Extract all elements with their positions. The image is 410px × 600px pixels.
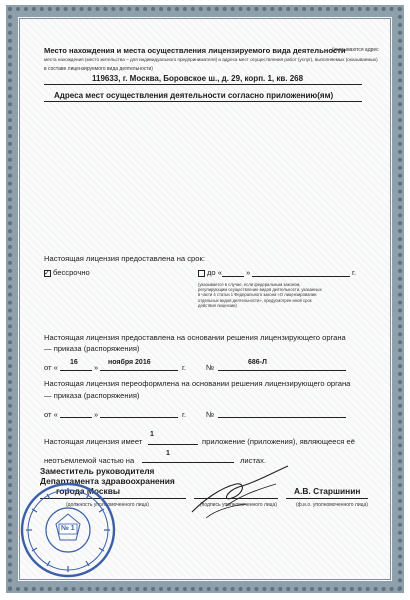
until-year: г.: [352, 268, 356, 277]
reissue-number-label: №: [206, 410, 215, 419]
appendix-integral-label: неотъемлемой частью на: [44, 456, 135, 465]
place-note-2: места нахождения (место жительства – для индивидуального предпринимателя) и адреса мест осуществления работ (услуг), выполняемых (оказываемых): [44, 57, 378, 62]
basis-number-line: [218, 370, 346, 371]
basis-number-label: №: [206, 363, 215, 372]
address-line: [44, 84, 362, 85]
name-line: [286, 498, 368, 499]
basis-label-line1: Настоящая лицензия предоставлена на основании решения лицензирующего органа: [44, 333, 346, 342]
appendix-count-line: [148, 444, 198, 445]
appendix-has-label: Настоящая лицензия имеет: [44, 437, 143, 446]
addresses-appendix: Адреса мест осуществления деятельности согласно приложению(ям): [54, 91, 334, 100]
basis-month-year: ноября 2016: [108, 359, 151, 366]
reissue-number-line: [218, 417, 346, 418]
handwritten-signature: [186, 460, 296, 522]
indefinite-checkbox: [44, 270, 51, 277]
term-indefinite: [44, 268, 90, 277]
reissue-date-line: [100, 417, 178, 418]
basis-date-line: [100, 370, 178, 371]
until-checkbox: [198, 270, 205, 277]
until-day-line: [222, 276, 244, 277]
appendix-sheets: 1: [166, 450, 170, 457]
signature-note: (подпись уполномоченного лица): [200, 502, 277, 508]
stamp-center-text: № 1: [61, 525, 75, 532]
signatory-position-line3: города Москвы: [56, 486, 121, 496]
signatory-name: А.В. Старшинин: [294, 486, 361, 496]
place-note-3: в составе лицензируемого вида деятельности): [44, 66, 153, 72]
check-mark-icon: ✓: [44, 269, 50, 277]
term-note: (указывается в случае, если федеральным законом, регулирующим осуществление видов деятельности, указанных в части 4 статьи 1 Федерального закона «О лицензировании отдельных видов деятельности», предусмотрен иной срок действия лицензии): [198, 282, 322, 308]
place-title: Место нахождения и места осуществления лицензируемого вида деятельности: [44, 46, 346, 55]
basis-from: от «: [44, 363, 58, 372]
signatory-position-line1: Заместитель руководителя: [40, 466, 155, 476]
addresses-line: [44, 101, 362, 102]
appendix-count: 1: [150, 431, 154, 438]
basis-label-line2: — приказа (распоряжения): [44, 344, 140, 353]
basis-year: г.: [182, 363, 186, 372]
reissue-close: »: [94, 410, 99, 419]
indefinite-label: бессрочно: [53, 268, 90, 277]
position-note: (должность уполномоченного лица): [66, 502, 149, 508]
address: 119633, г. Москва, Боровское ш., д. 29, корп. 1, кв. 268: [92, 74, 304, 83]
reissue-year: г.: [182, 410, 186, 419]
term-until: [198, 268, 222, 277]
basis-close: »: [94, 363, 99, 372]
reissue-label-line2: — приказа (распоряжения): [44, 391, 140, 400]
reissue-from: от «: [44, 410, 58, 419]
appendix-sheets-suffix: листах.: [240, 456, 266, 465]
signatory-position-line2: Департамента здравоохранения: [40, 476, 175, 486]
name-note: (ф.и.о. уполномоченного лица): [296, 502, 368, 508]
appendix-suffix: приложение (приложения), являющееся её: [202, 437, 355, 446]
basis-day-line: [60, 370, 92, 371]
official-stamp: [18, 480, 121, 580]
until-label: до «: [207, 268, 222, 277]
until-date-line: [252, 276, 350, 277]
basis-day: 16: [70, 359, 78, 366]
reissue-label-line1: Настоящая лицензия переоформлена на основании решения лицензирующего органа: [44, 379, 351, 388]
basis-number: 686-Л: [248, 359, 267, 366]
place-note-1: (указываются адрес: [332, 47, 379, 53]
reissue-day-line: [60, 417, 92, 418]
term-label: Настоящая лицензия предоставлена на срок:: [44, 254, 205, 263]
until-close: »: [246, 268, 251, 277]
